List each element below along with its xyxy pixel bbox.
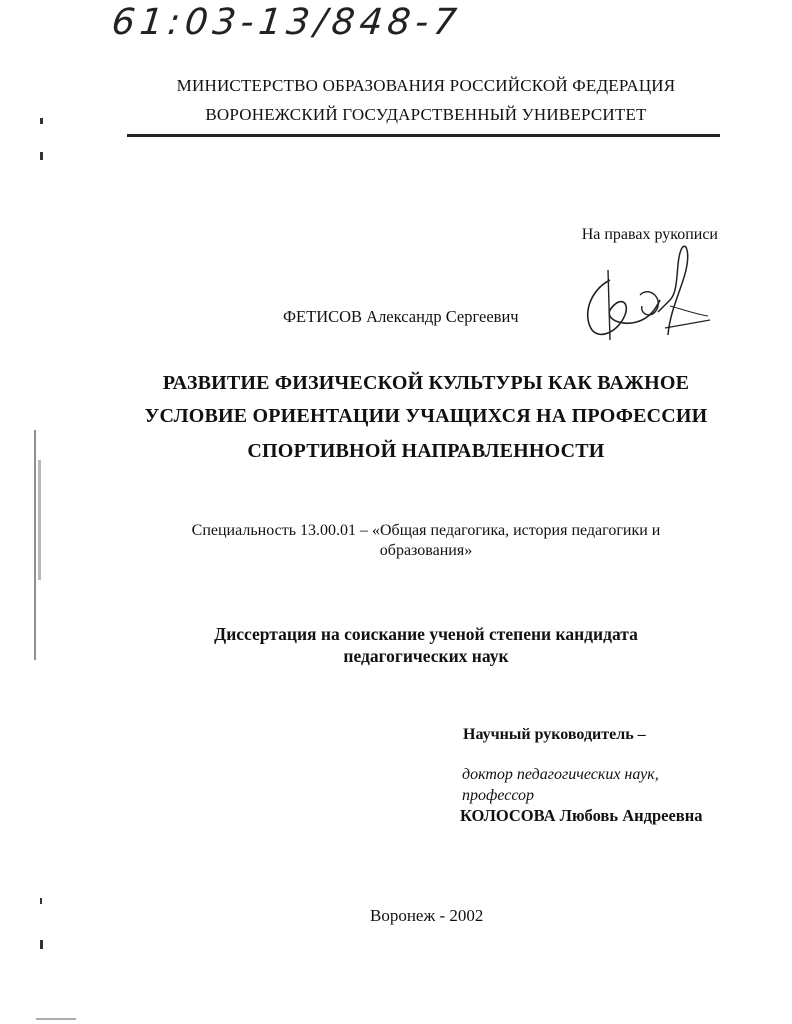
advisor-name: КОЛОСОВА Любовь Андреевна — [460, 806, 703, 825]
author-name: ФЕТИСОВ Александр Сергеевич — [283, 307, 519, 326]
header-divider — [127, 134, 720, 137]
scan-artifact — [38, 460, 41, 580]
manuscript-note: На правах рукописи — [581, 226, 718, 243]
signature-icon — [570, 240, 720, 350]
university-heading: ВОРОНЕЖСКИЙ ГОСУДАРСТВЕННЫЙ УНИВЕРСИТЕТ — [205, 105, 647, 124]
dissertation-line: педагогических наук — [343, 646, 509, 666]
scan-artifact — [40, 898, 42, 904]
ministry-heading: МИНИСТЕРСТВО ОБРАЗОВАНИЯ РОССИЙСКОЙ ФЕДЕРАЦИЯ — [176, 76, 676, 95]
specialty-line: Специальность 13.00.01 – «Общая педагогика, история педагогики и — [191, 522, 661, 539]
thesis-title-line: СПОРТИВНОЙ НАПРАВЛЕННОСТИ — [247, 440, 605, 462]
scan-artifact — [40, 118, 43, 124]
scan-artifact — [40, 152, 43, 160]
thesis-title-line: РАЗВИТИЕ ФИЗИЧЕСКОЙ КУЛЬТУРЫ КАК ВАЖНОЕ — [162, 372, 690, 394]
specialty-line: образования» — [379, 542, 473, 559]
scan-artifact — [40, 940, 43, 949]
scan-artifact — [36, 1018, 76, 1020]
scan-artifact — [34, 430, 36, 660]
dissertation-line: Диссертация на соискание ученой степени кандидата — [214, 624, 638, 644]
thesis-title-line: УСЛОВИЕ ОРИЕНТАЦИИ УЧАЩИХСЯ НА ПРОФЕССИИ — [144, 405, 708, 427]
advisor-degree: доктор педагогических наук, — [462, 766, 659, 783]
advisor-label: Научный руководитель – — [463, 726, 646, 743]
advisor-position: профессор — [462, 787, 535, 804]
city-year: Воронеж - 2002 — [370, 906, 484, 925]
archive-code: 61:03-13/848-7 — [109, 2, 464, 43]
